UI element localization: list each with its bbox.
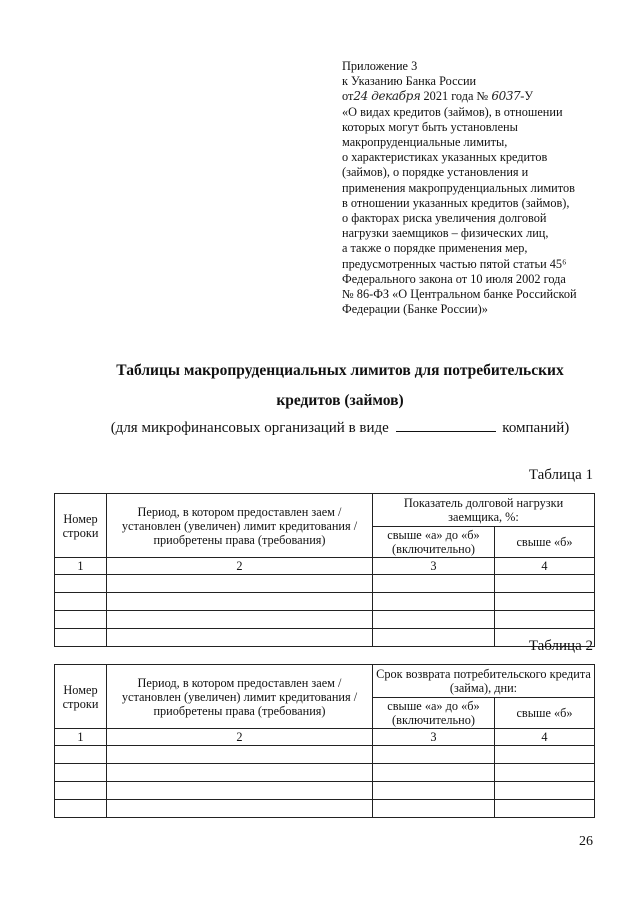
empty-cell <box>373 593 495 611</box>
table-2 <box>54 664 595 818</box>
empty-cell <box>107 629 373 647</box>
header-a-to-b: свыше «а» до «б» (включительно) <box>373 527 495 558</box>
annex-line: Федерального закона от 10 июля 2002 года <box>342 271 566 286</box>
empty-cell <box>373 764 495 782</box>
column-number: 4 <box>495 729 595 746</box>
header-period: Период, в котором предоставлен заем / установлен (увеличен) лимит кредитования / приобретены права (требования) <box>107 665 373 729</box>
page-number: 26 <box>579 834 593 849</box>
empty-cell <box>107 746 373 764</box>
empty-cell <box>107 764 373 782</box>
annex-line: макропруденциальные лимиты, <box>342 135 508 150</box>
table-row <box>55 593 595 611</box>
column-number: 3 <box>373 558 495 575</box>
header-above-b: свыше «б» <box>495 527 595 558</box>
header-row-number: Номер строки <box>55 665 107 729</box>
empty-cell <box>107 575 373 593</box>
table-row <box>55 800 595 818</box>
header-above-b: свыше «б» <box>495 698 595 729</box>
column-number-row <box>55 558 595 575</box>
empty-cell <box>55 611 107 629</box>
empty-cell <box>55 629 107 647</box>
empty-cell <box>495 800 595 818</box>
annex-line: № 86-ФЗ «О Центральном банке Российской <box>342 287 577 302</box>
empty-cell <box>373 629 495 647</box>
empty-cell <box>107 593 373 611</box>
document-title-continued: кредитов (займов) <box>276 392 404 409</box>
header-debt-burden: Показатель долговой нагрузки заемщика, %: <box>373 494 595 527</box>
column-number-row <box>55 729 595 746</box>
empty-cell <box>107 800 373 818</box>
column-number: 1 <box>55 558 107 575</box>
annex-line: Приложение 3 <box>342 59 418 73</box>
date-suffix: 2021 года № <box>423 89 489 104</box>
annex-line: о характеристиках указанных кредитов <box>342 150 548 165</box>
annex-line: а также о порядке применения мер, <box>342 241 528 256</box>
empty-cell <box>495 746 595 764</box>
table-row <box>55 782 595 800</box>
header-row-number: Номер строки <box>55 494 107 558</box>
empty-cell <box>373 800 495 818</box>
empty-cell <box>495 575 595 593</box>
table-row <box>55 629 595 647</box>
document-subtitle <box>60 418 620 437</box>
column-number: 2 <box>107 729 373 746</box>
blank-fill-line <box>396 418 496 432</box>
annex-date-line <box>342 89 602 104</box>
table-1 <box>54 493 595 647</box>
empty-cell <box>107 782 373 800</box>
number-suffix: -У <box>520 89 534 104</box>
annex-line: в отношении указанных кредитов (займов), <box>342 195 570 210</box>
empty-cell <box>495 764 595 782</box>
empty-cell <box>55 593 107 611</box>
subtitle-before: (для микрофинансовых организаций в виде <box>110 420 389 436</box>
header-repayment-term: Срок возврата потребительского кредита (займа), дни: <box>373 665 595 698</box>
table-row <box>55 764 595 782</box>
empty-cell <box>495 782 595 800</box>
annex-line: которых могут быть установлены <box>342 119 518 134</box>
annex-line: «О видах кредитов (займов), в отношении <box>342 104 563 119</box>
handwritten-number: 6037 <box>491 89 521 104</box>
empty-cell <box>373 746 495 764</box>
empty-cell <box>373 611 495 629</box>
handwritten-date: 24 декабря <box>353 89 421 104</box>
empty-cell <box>55 800 107 818</box>
header-period: Период, в котором предоставлен заем / установлен (увеличен) лимит кредитования / приобретены права (требования) <box>107 494 373 558</box>
subtitle-after: компаний) <box>502 420 570 436</box>
annex-line: к Указанию Банка России <box>342 74 477 89</box>
document-title: Таблицы макропруденциальных лимитов для потребительских <box>116 362 564 379</box>
table-row <box>55 575 595 593</box>
empty-cell <box>55 782 107 800</box>
annex-line: применения макропруденциальных лимитов <box>342 180 575 195</box>
empty-cell <box>373 575 495 593</box>
date-prefix: от <box>342 89 354 104</box>
header-a-to-b: свыше «а» до «б» (включительно) <box>373 698 495 729</box>
table-1-caption: Таблица 1 <box>528 467 593 483</box>
table-row <box>55 611 595 629</box>
annex-header <box>342 59 602 317</box>
annex-line: (займов), о порядке установления и <box>342 165 529 180</box>
empty-cell <box>55 575 107 593</box>
empty-cell <box>373 782 495 800</box>
empty-cell <box>495 593 595 611</box>
empty-cell <box>495 611 595 629</box>
empty-cell <box>55 764 107 782</box>
annex-line: предусмотренных частью пятой статьи 45⁶ <box>342 256 567 271</box>
column-number: 4 <box>495 558 595 575</box>
table-row <box>55 746 595 764</box>
annex-line: нагрузки заемщиков – физических лиц, <box>342 226 549 241</box>
empty-cell <box>107 611 373 629</box>
table-2-caption: Таблица 2 <box>528 638 593 654</box>
empty-cell <box>55 746 107 764</box>
annex-line: о факторах риска увеличения долговой <box>342 211 547 226</box>
column-number: 2 <box>107 558 373 575</box>
column-number: 1 <box>55 729 107 746</box>
column-number: 3 <box>373 729 495 746</box>
annex-line: Федерации (Банке России)» <box>342 302 488 317</box>
